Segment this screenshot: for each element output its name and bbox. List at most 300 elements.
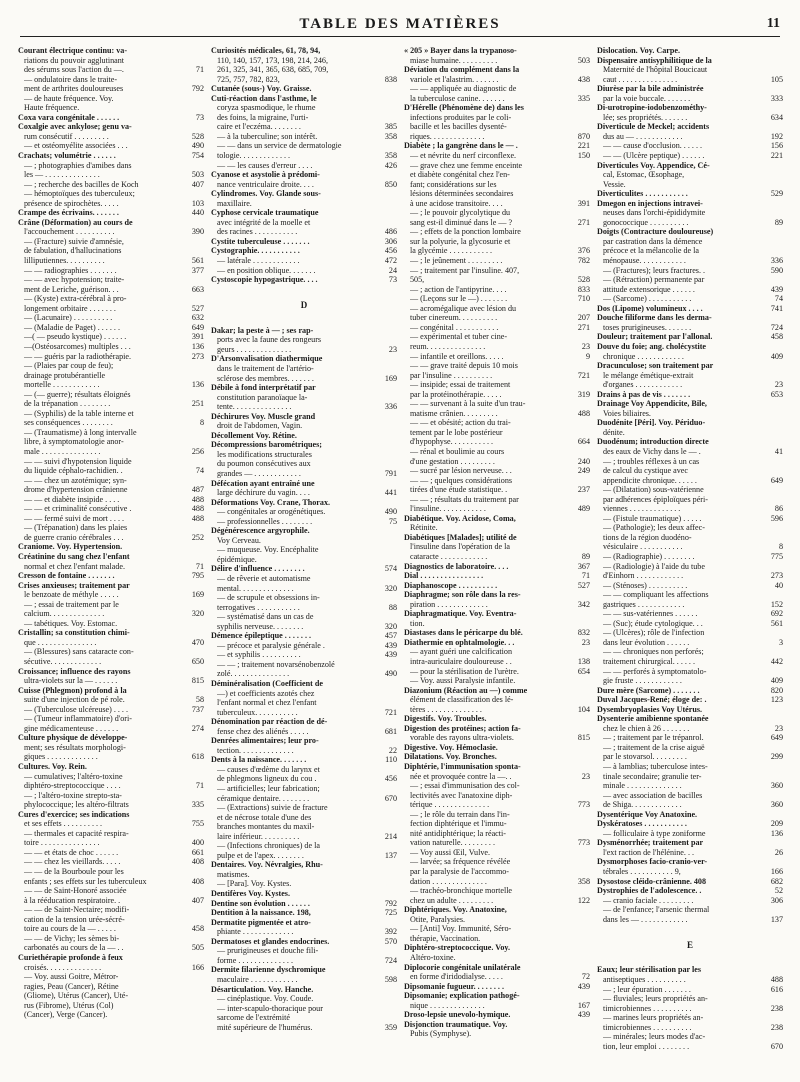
entry-page-number: 457 — [384, 631, 397, 641]
entry-text: riations du pouvoir agglutinant — [24, 55, 125, 65]
index-entry-line — [404, 151, 590, 161]
index-entry-line — [18, 94, 204, 104]
index-entry-line — [18, 161, 204, 171]
index-entry-line — [597, 113, 783, 123]
entry-text: —(Ostéosarcomes) multiples . . . — [24, 341, 131, 351]
entry-text: d'une gestation . . . . . . . . . — [410, 456, 495, 466]
entry-page-number: 8 — [778, 542, 783, 552]
entry-text: l'insuline dans l'opération de la — [410, 542, 511, 552]
entry-text: sarcome de l'extrémité — [217, 1013, 290, 1023]
index-entry-line — [597, 905, 783, 915]
index-entry-line — [18, 313, 204, 323]
entry-text: présence de spirochètes. . . . . — [24, 198, 119, 208]
index-entry-line — [211, 708, 397, 718]
entry-text: gastriques . . . . . . . . . . . . — [603, 599, 685, 609]
index-entry-line — [18, 982, 204, 992]
index-entry-line — [597, 542, 783, 552]
entry-page-number: 741 — [770, 303, 783, 313]
index-entry-line — [18, 170, 204, 180]
entry-text: Rétinite. — [410, 523, 438, 533]
entry-text: lée; ses propriétés. . . . . . . — [603, 112, 688, 122]
index-entry-line — [597, 676, 783, 686]
entry-text: sécutive. . . . . . . . . . . . . — [24, 657, 102, 666]
index-entry-line — [404, 647, 590, 657]
entry-text: de calcul du cystique avec — [603, 466, 688, 476]
index-entry-line — [404, 829, 590, 839]
index-entry-line — [211, 440, 397, 450]
entry-text: — — avec hypotension; traite- — [24, 275, 125, 285]
index-entry-line — [18, 581, 204, 591]
entry-page-number: 850 — [384, 179, 397, 189]
entry-text: Dentifères Voy. Kystes. — [211, 889, 290, 899]
entry-text: — — chroniques non perforés; — [603, 647, 704, 657]
index-entry-line — [211, 122, 397, 132]
index-entry-line — [597, 848, 783, 858]
entry-page-number: 570 — [384, 936, 397, 946]
index-entry-line — [18, 877, 204, 887]
entry-page-number: 273 — [191, 351, 204, 361]
entry-text: Denrées alimentaires; leur pro- — [211, 736, 319, 746]
index-entry-line — [18, 533, 204, 543]
index-entry-line — [597, 103, 783, 113]
entry-text: tères . . . . . . . . . . . . . . — [410, 704, 482, 714]
index-entry-line — [404, 609, 590, 619]
entry-page-number: 237 — [577, 485, 590, 495]
entry-text: cataracte . . . . . . . . . . . . — [410, 551, 488, 561]
entry-text: — hémoptoïques des tuberculeux; — [24, 189, 135, 199]
entry-text: — ; l'altéro-toxine strepto-sta- — [24, 790, 122, 800]
entry-page-number: 156 — [770, 141, 783, 151]
index-entry-line — [597, 199, 783, 209]
entry-page-number: 815 — [191, 676, 204, 686]
entry-text: rum consécutif . . . . . . . . . — [24, 131, 109, 141]
index-entry-line — [597, 915, 783, 925]
entry-page-number: 166 — [770, 867, 783, 877]
entry-page-number: 252 — [191, 532, 204, 542]
entry-page-number: 664 — [577, 437, 590, 447]
entry-text: Dislocation. Voy. Carpe. — [597, 46, 680, 55]
index-entry-line — [597, 46, 783, 56]
entry-text: geurs . . . . . . . . . . . . . . — [217, 344, 292, 354]
entry-page-number: 74 — [774, 294, 783, 304]
entry-text: — ; le jeûnement . . . . . . . . . — [410, 256, 503, 266]
index-entry-line — [18, 294, 204, 304]
index-entry-line — [18, 409, 204, 419]
index-entry-line — [211, 421, 397, 431]
entry-text: timicrobiennes . . . . . . . . . . — [603, 1022, 692, 1032]
index-entry-line — [597, 838, 783, 848]
index-entry-line — [597, 141, 783, 151]
index-entry-line — [597, 428, 783, 438]
entry-text: —( — pseudo kystique) . . . . . . — [24, 332, 127, 342]
index-entry-line — [211, 335, 397, 345]
entry-text: Dermatite pigmentée et atro- — [211, 917, 311, 927]
index-entry-line — [211, 574, 397, 584]
entry-text: E — [686, 939, 693, 950]
entry-text: Délire d'influence . . . . . . . . — [211, 564, 305, 574]
index-entry-line — [211, 889, 397, 899]
entry-text: d'hypophyse. . . . . . . . . . . — [410, 437, 494, 447]
index-entry-line — [18, 199, 204, 209]
index-entry-line — [404, 667, 590, 677]
entry-text: Pubis (Symphyse). — [410, 1029, 472, 1039]
entry-text: de guerre cranio cérébrales . . . — [24, 532, 124, 542]
entry-page-number: 392 — [384, 927, 397, 937]
entry-page-number: 166 — [191, 962, 204, 972]
index-entry-line — [597, 600, 783, 610]
entry-page-number: 71 — [195, 561, 204, 571]
entry-page-number: 438 — [577, 74, 590, 84]
entry-page-number: 692 — [770, 609, 783, 619]
entry-text: Cutanée (sous-) Voy. Graisse. — [211, 84, 312, 94]
entry-page-number: 870 — [577, 131, 590, 141]
entry-text: — prurigineuses et douche fili- — [217, 946, 319, 956]
entry-text: Dysostose cléido-crânienne. 408 — [597, 876, 707, 886]
entry-text: Crachats; volumétrie . . . . . . — [18, 151, 116, 161]
index-entry-line — [404, 304, 590, 314]
entry-text: libre, à symptomatologie anor- — [24, 437, 124, 447]
index-entry-line — [211, 285, 397, 295]
entry-text: et diabète congénital chez l'en- — [410, 170, 510, 180]
index-entry-line — [404, 342, 590, 352]
index-entry-line — [404, 562, 590, 572]
entry-text: — en position oblique. . . . . . . — [217, 265, 316, 275]
entry-page-number: 838 — [384, 74, 397, 84]
entry-page-number: 503 — [577, 55, 590, 65]
entry-text: — et névrite du nerf circonflexe. — [410, 151, 517, 161]
entry-text: — avec association de bacilles — [603, 790, 703, 800]
entry-text: — ondulatoire dans le traite- — [24, 74, 118, 84]
entry-page-number: 441 — [384, 488, 397, 498]
entry-text: épidémique. — [217, 554, 257, 564]
entry-page-number: 23 — [581, 637, 590, 647]
entry-text: sur la polyurie, la glycosurie et — [410, 236, 511, 246]
entry-page-number: 40 — [774, 580, 783, 590]
entry-text: Débile à fond interprétatif par — [211, 383, 316, 393]
entry-text: timicrobiennes . . . . . . . . . . — [603, 1003, 692, 1013]
entry-text: Diabétique. Voy. Acidose, Coma, — [404, 513, 516, 523]
entry-text: Altéro-toxine. — [410, 952, 456, 962]
entry-page-number: 137 — [770, 914, 783, 924]
entry-page-number: 439 — [577, 1010, 590, 1020]
index-entry-line — [211, 717, 397, 727]
index-entry-line — [211, 774, 397, 784]
index-entry-line — [211, 469, 397, 479]
index-entry-line — [211, 180, 397, 190]
entry-page-number: 407 — [191, 179, 204, 189]
index-entry-line — [597, 886, 783, 896]
entry-text: cation de la tension urée-sécré- — [24, 914, 125, 924]
index-entry-line — [597, 504, 783, 514]
index-entry-line — [597, 667, 783, 677]
entry-text: Décollement Voy. Rétine. — [211, 430, 297, 440]
index-entry-line — [404, 982, 590, 992]
index-entry-line — [597, 466, 783, 476]
index-entry-line — [211, 841, 397, 851]
index-entry-line — [404, 600, 590, 610]
entry-text: Dents à la naissance. . . . . . . — [211, 755, 307, 765]
index-entry-line — [404, 991, 590, 1001]
entry-page-number: 74 — [195, 466, 204, 476]
index-entry-line — [18, 495, 204, 505]
entry-text: Douche filiforme dans les derma- — [597, 313, 712, 323]
entry-page-number: 249 — [577, 466, 590, 476]
index-entry-line — [211, 832, 397, 842]
entry-page-number: 274 — [191, 723, 204, 733]
entry-text: — minérales; leurs modes d'ac- — [603, 1032, 706, 1042]
index-entry-line — [404, 75, 590, 85]
entry-text: Curiethérapie profonde à feux — [18, 952, 123, 962]
index-entry-line — [18, 218, 204, 228]
entry-text: Cystite tuberculeuse . . . . . . . — [211, 236, 310, 246]
index-entry-line — [404, 1001, 590, 1011]
index-entry-line — [211, 266, 397, 276]
index-entry-line — [404, 180, 590, 190]
index-entry-line — [211, 479, 397, 489]
index-entry-line — [404, 266, 590, 276]
entry-text: Douve du foie; ang. cholécystite — [597, 341, 707, 351]
running-header — [20, 14, 780, 37]
entry-page-number: 590 — [770, 265, 783, 275]
index-entry-line — [211, 822, 397, 832]
index-entry-line — [18, 56, 204, 66]
index-entry-line — [404, 208, 590, 218]
index-entry-line — [597, 332, 783, 342]
entry-text: — (Radiologie) à l'aide du tube — [603, 561, 705, 571]
index-entry-line — [597, 523, 783, 533]
index-entry-line — [404, 161, 590, 171]
index-entry-line — [597, 275, 783, 285]
entry-page-number: 9 — [585, 351, 590, 361]
entry-text: Cultures. Voy. Rein. — [18, 762, 87, 772]
entry-page-number: 8 — [199, 418, 204, 428]
index-entry-line — [404, 1020, 590, 1030]
index-entry-line — [211, 141, 397, 151]
entry-text: — — radiographies . . . . . . . — [24, 265, 117, 275]
entry-page-number: 320 — [191, 609, 204, 619]
entry-text: — — de Saint-Nectaire; modifi- — [24, 905, 130, 915]
index-entry-line — [597, 399, 783, 409]
index-entry-line — [404, 657, 590, 667]
entry-text: riques. . . . . . . . . . . . . . — [410, 131, 485, 141]
entry-text: Curiosités médicales, 61, 78, 94, — [211, 46, 321, 55]
entry-text: des eaux de Vichy dans le — . — [603, 446, 701, 456]
entry-text: rus (Fibrome), Utérus (Col) — [24, 1000, 114, 1010]
index-entry-line — [404, 141, 590, 151]
entry-text: 505, — [410, 275, 425, 285]
index-entry-line — [404, 838, 590, 848]
entry-text: —) et coefficients azotés chez — [217, 688, 315, 698]
index-entry-line — [597, 896, 783, 906]
entry-text: — — grave traité depuis 10 mois — [410, 361, 518, 371]
index-entry-line — [597, 380, 783, 390]
entry-text: Coxalgie avec ankylose; genu va- — [18, 122, 132, 132]
entry-text: Dégénérescence argyrophile. — [211, 526, 310, 536]
entry-page-number: 320 — [384, 583, 397, 593]
entry-text: branches montantes du maxil- — [217, 822, 315, 832]
index-entry-line — [211, 383, 397, 393]
entry-text: male . . . . . . . . . . . . . . . — [24, 446, 101, 456]
entry-text: Cystographie. . . . . . . . . . . — [211, 246, 300, 256]
entry-page-number: 86 — [774, 504, 783, 514]
index-entry-line — [404, 380, 590, 390]
index-entry-line — [404, 953, 590, 963]
entry-text: tente. . . . . . . . . . . . . . . — [217, 402, 292, 412]
entry-page-number: 273 — [770, 571, 783, 581]
entry-page-number: 832 — [577, 628, 590, 638]
entry-text: D'Arsonvalisation diathermique — [211, 354, 323, 364]
index-entry-line — [211, 603, 397, 613]
entry-text: Dermatoses et glandes endocrines. — [211, 936, 330, 946]
index-entry-line — [597, 208, 783, 218]
index-entry-line — [211, 985, 397, 995]
index-entry-line — [404, 752, 590, 762]
entry-text: — — fermé suivi de mort . . . . — [24, 513, 125, 523]
index-entry-line — [597, 956, 783, 966]
index-entry-line — [18, 256, 204, 266]
entry-text: D — [300, 300, 308, 311]
entry-text: intra-auriculaire douloureuse . . — [410, 657, 512, 666]
index-entry-line — [18, 46, 204, 56]
entry-text: lésions déterminées secondaires — [410, 189, 514, 199]
index-entry-line — [597, 75, 783, 85]
entry-page-number: 299 — [770, 752, 783, 762]
entry-text: par la protéinothérapie. . . . . — [410, 389, 502, 399]
index-entry-line — [211, 488, 397, 498]
index-entry-line — [211, 679, 397, 689]
entry-text: Coxa vara congénitale . . . . . . — [18, 112, 120, 122]
index-entry-line — [597, 371, 783, 381]
entry-text: — systématisé dans un cas de — [217, 612, 314, 622]
entry-page-number: 209 — [770, 819, 783, 829]
index-entry-line — [211, 84, 397, 94]
entry-page-number: 721 — [577, 370, 590, 380]
entry-page-number: 221 — [577, 141, 590, 151]
entry-page-number: 490 — [384, 669, 397, 679]
index-entry-line — [18, 285, 204, 295]
entry-text: droit de l'abdomen, Vagin. — [217, 421, 303, 431]
index-entry-line — [18, 371, 204, 381]
entry-page-number: 41 — [774, 446, 783, 456]
entry-text: Cylindromes. Voy. Glande sous- — [211, 189, 321, 199]
entry-text: vésiculaire . . . . . . . . . . . — [603, 542, 683, 552]
index-entry-line — [597, 705, 783, 715]
entry-text: Dermite filarienne dyschromique — [211, 965, 326, 975]
index-entry-line — [404, 132, 590, 142]
entry-page-number: 649 — [191, 322, 204, 332]
entry-text: Défécation ayant entraîné une — [211, 478, 315, 488]
entry-text: infections produites par le coli- — [410, 112, 512, 122]
entry-text: Eaux; leur stérilisation par les — [597, 965, 702, 975]
index-entry-line — [211, 56, 397, 66]
index-entry-line — [211, 899, 397, 909]
index-entry-line — [18, 848, 204, 858]
entry-page-number: 390 — [191, 227, 204, 237]
index-entry-line — [211, 275, 397, 285]
entry-page-number: 755 — [191, 819, 204, 829]
index-entry-line — [597, 657, 783, 667]
index-entry-line — [597, 304, 783, 314]
entry-text: de phlegmons ligneux du cou . — [217, 774, 317, 784]
entry-page-number: 561 — [191, 256, 204, 266]
index-entry-line — [18, 418, 204, 428]
index-entry-line — [404, 724, 590, 734]
index-entry-line — [211, 736, 397, 746]
index-entry-line — [18, 504, 204, 514]
index-entry-line — [404, 285, 590, 295]
entry-text: l'accouchement . . . . . . . . . . — [24, 227, 115, 237]
index-entry-line — [18, 963, 204, 973]
index-entry-line — [404, 332, 590, 342]
entry-text: — folliculaire à type zoniforme — [603, 828, 706, 838]
index-entry-line — [597, 476, 783, 486]
entry-text: Droso-lepsie unevolo-hymique. — [404, 1010, 511, 1020]
entry-page-number: 342 — [577, 599, 590, 609]
entry-text: Décompressions barométriques; — [211, 440, 322, 450]
entry-page-number: 486 — [384, 227, 397, 237]
entry-page-number: 632 — [191, 313, 204, 323]
section-letter — [211, 294, 397, 316]
index-entry-line — [18, 943, 204, 953]
index-entry-line — [211, 1004, 397, 1014]
index-entry-line — [18, 361, 204, 371]
index-entry-line — [18, 647, 204, 657]
index-entry-line — [18, 619, 204, 629]
index-entry-line — [18, 428, 204, 438]
index-entry-line — [597, 437, 783, 447]
entry-page-number: 73 — [195, 112, 204, 122]
entry-page-number: 456 — [384, 774, 397, 784]
index-entry-line — [211, 345, 397, 355]
entry-text: — Voy. aussi Paralysie infantile. — [410, 676, 516, 686]
entry-text: Diplocorie congénitale unilatérale — [404, 962, 521, 972]
entry-text: que . . . . . . . . . . . . . . . — [24, 637, 97, 647]
entry-text: chronique . . . . . . . . . . . . — [603, 351, 684, 361]
index-entry-line — [597, 361, 783, 371]
index-entry-line — [404, 695, 590, 705]
index-entry-line — [404, 857, 590, 867]
index-entry-line — [597, 218, 783, 228]
entry-text: — ; action de l'antipyrine. . . . — [410, 284, 507, 294]
index-entry-line — [404, 237, 590, 247]
entry-text: antiseptiques . . . . . . . . . . — [603, 974, 686, 984]
entry-page-number: 724 — [384, 955, 397, 965]
entry-text: — (Suc); étude cytologique. . . — [603, 618, 703, 628]
entry-text: Diazonium (Réaction au —) comme — [404, 685, 528, 695]
entry-text: — infantile et oreillons. . . . . — [410, 351, 504, 361]
entry-page-number: 409 — [770, 351, 783, 361]
entry-page-number: 89 — [581, 551, 590, 561]
index-entry-line — [404, 848, 590, 858]
entry-text: Disjonction traumatique. Voy. — [404, 1019, 508, 1029]
entry-text: Vessie. — [603, 179, 626, 189]
entry-page-number: 725 — [384, 908, 397, 918]
entry-text: Drainage Voy Appendicite, Bile, — [597, 399, 707, 409]
entry-page-number: 358 — [384, 151, 397, 161]
entry-text: croisés. . . . . . . . . . . . . . — [24, 962, 102, 972]
index-entry-line — [211, 65, 397, 75]
index-entry-line — [18, 437, 204, 447]
entry-page-number: 360 — [770, 781, 783, 791]
entry-text: — (Leçons sur le —) . . . . . . . — [410, 294, 508, 304]
entry-page-number: 391 — [577, 198, 590, 208]
entry-text: phiante . . . . . . . . . . . . . — [217, 927, 294, 937]
entry-text: — tabétiques. Voy. Estomac. — [24, 618, 118, 628]
entry-page-number: 136 — [191, 380, 204, 390]
index-entry-line — [18, 390, 204, 400]
entry-text: par la paralysie de l'accommo- — [410, 867, 509, 877]
entry-page-number: 529 — [770, 189, 783, 199]
